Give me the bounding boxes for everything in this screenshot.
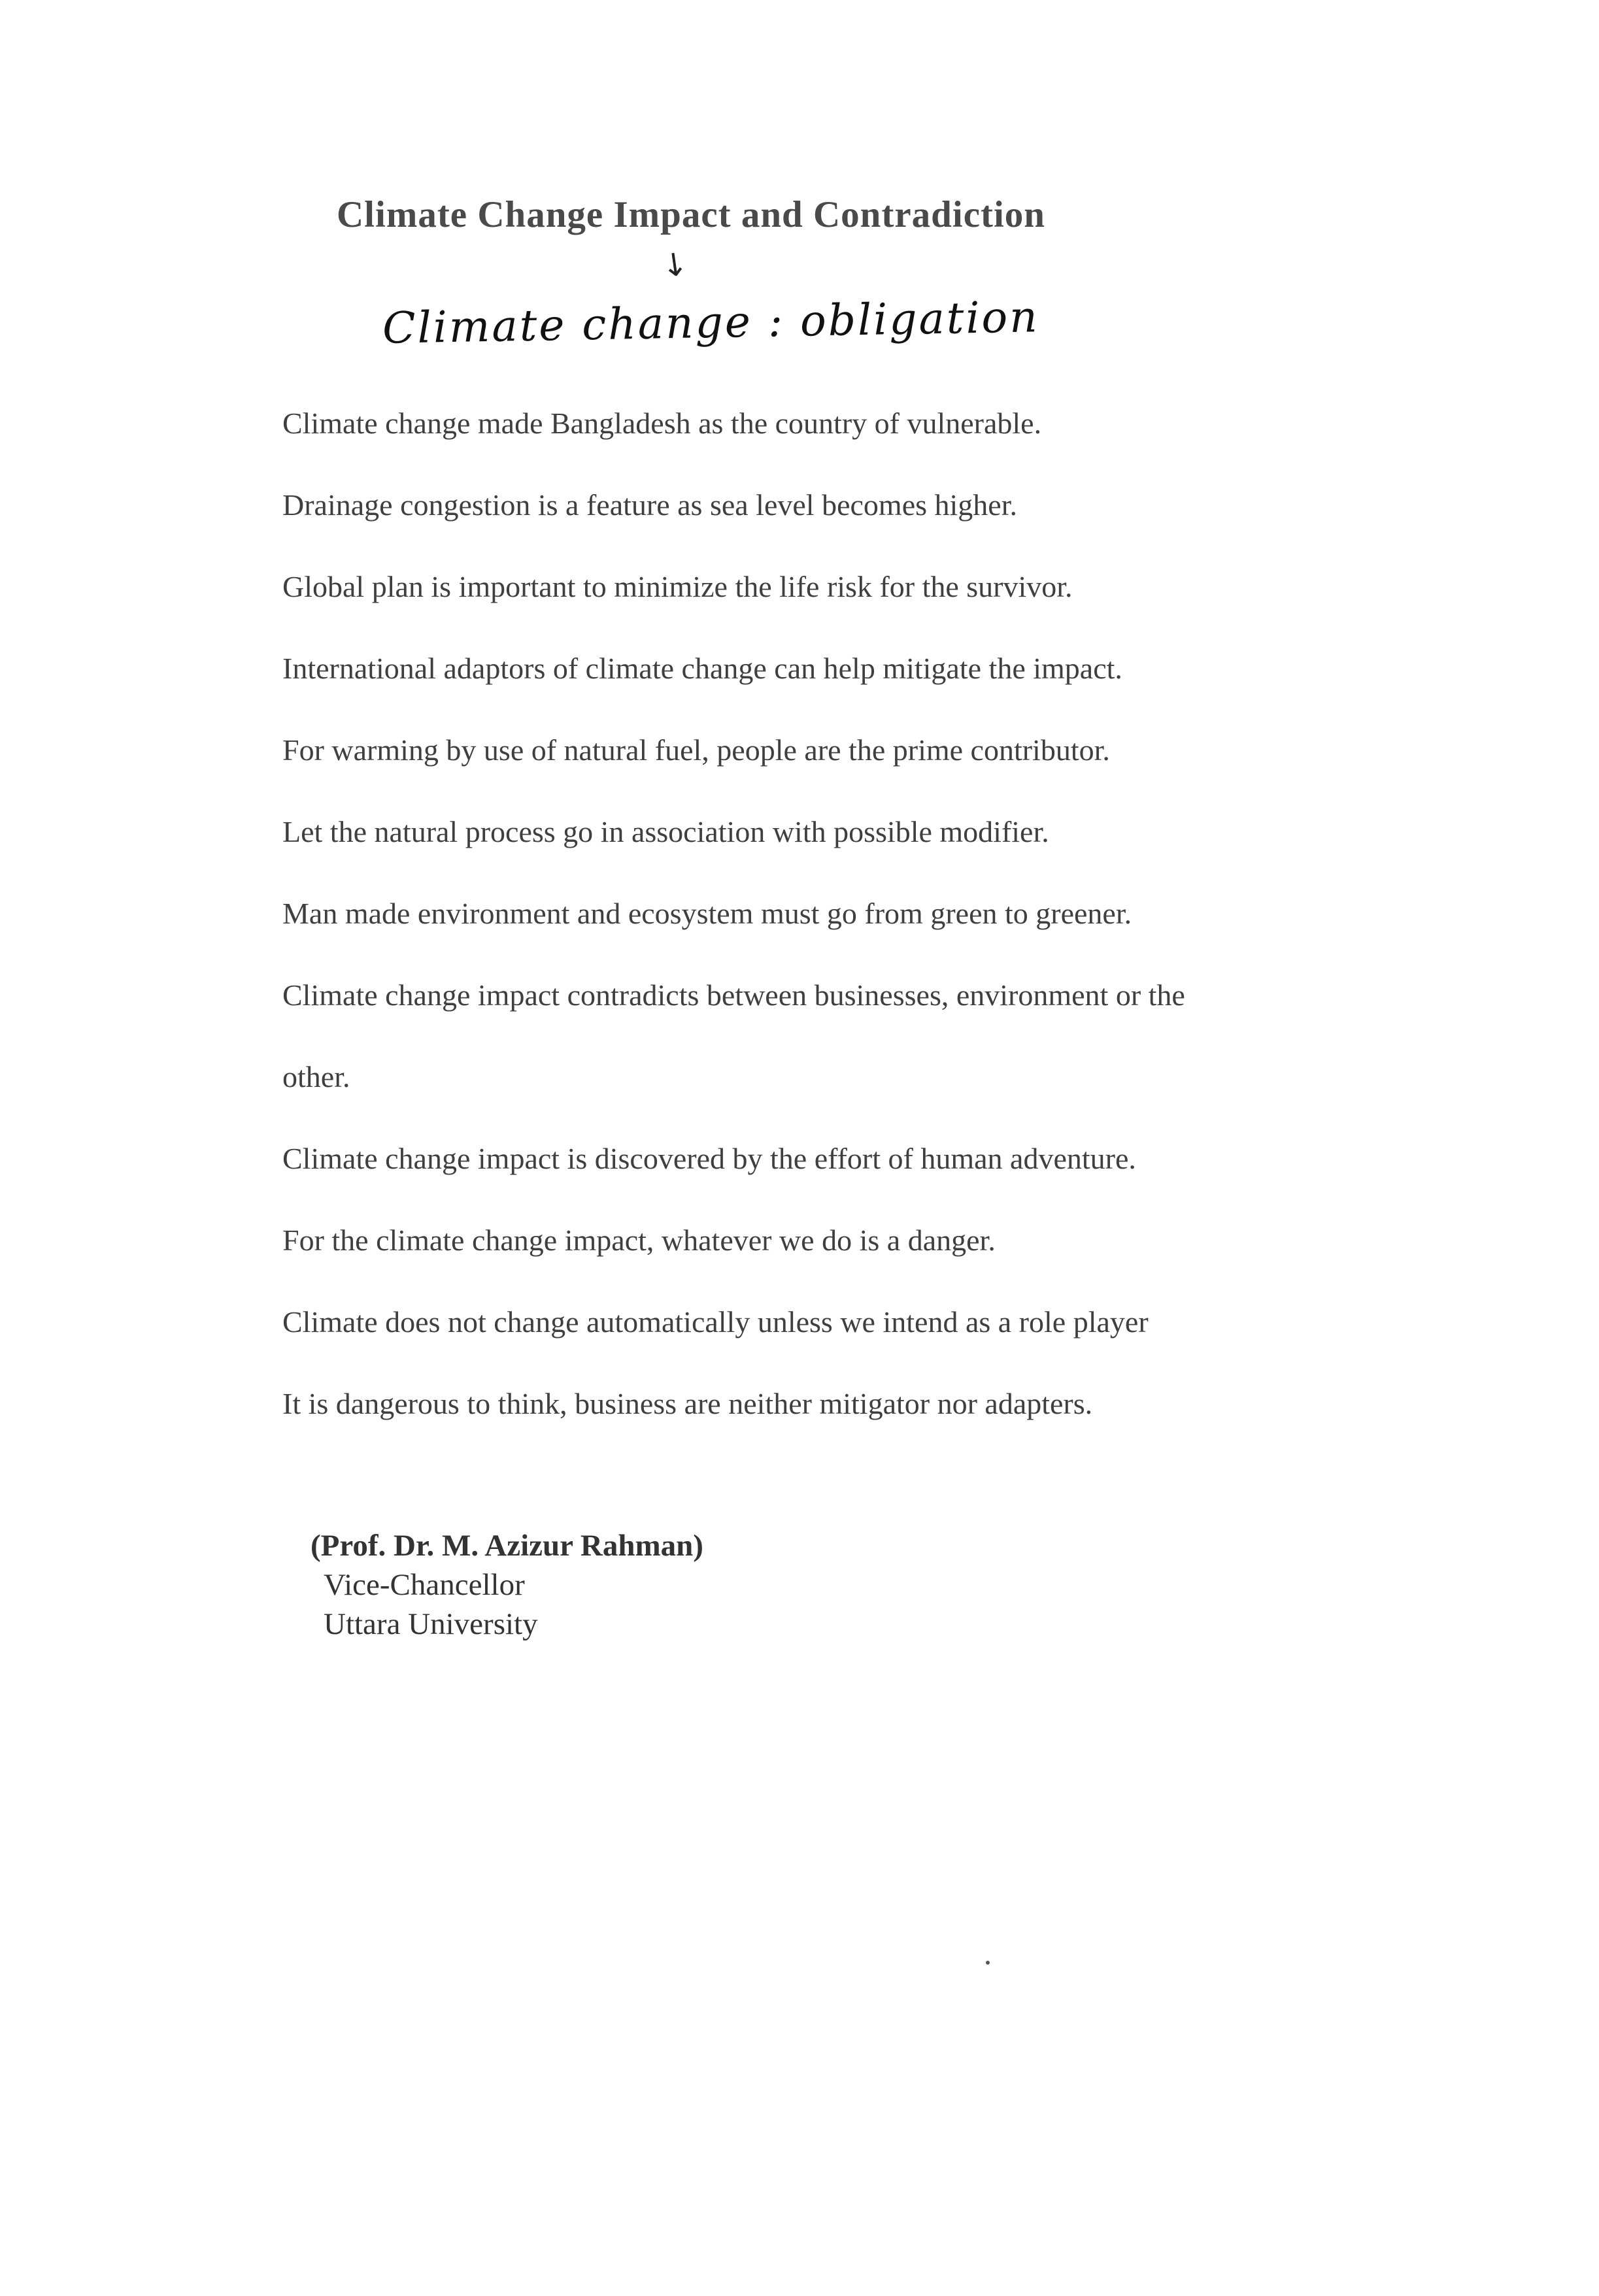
signature-block <box>311 1526 703 1644</box>
statement-line: Global plan is important to minimize the life risk for the survivor. <box>282 570 1073 603</box>
scan-speck <box>986 1961 990 1965</box>
document-title: Climate Change Impact and Contradiction <box>337 194 1046 235</box>
signatory-name: (Prof. Dr. M. Azizur Rahman) <box>311 1529 703 1563</box>
statement-line: other. <box>282 1060 350 1093</box>
signatory-role: Vice-Chancellor <box>324 1568 525 1602</box>
statement-list <box>282 404 1394 1466</box>
statement-line: It is dangerous to think, business are neither mitigator nor adapters. <box>282 1387 1093 1420</box>
statement-line: Man made environment and ecosystem must go from green to greener. <box>282 897 1132 930</box>
statement-line: Climate change impact is discovered by the effort of human adventure. <box>282 1142 1136 1175</box>
handwritten-arrow-icon: ↓ <box>659 245 690 286</box>
signatory-organization: Uttara University <box>324 1607 538 1641</box>
statement-line: For warming by use of natural fuel, people are the prime contributor. <box>282 733 1110 767</box>
statement-line: For the climate change impact, whatever we do is a danger. <box>282 1223 996 1257</box>
statement-line: Climate change impact contradicts between businesses, environment or the <box>282 978 1185 1012</box>
statement-line: Climate does not change automatically unless we intend as a role player <box>282 1305 1149 1339</box>
statement-line: Climate change made Bangladesh as the country of vulnerable. <box>282 407 1042 440</box>
statement-line: Drainage congestion is a feature as sea level becomes higher. <box>282 488 1017 522</box>
statement-line: Let the natural process go in association with possible modifier. <box>282 815 1049 848</box>
statement-line: International adaptors of climate change can help mitigate the impact. <box>282 652 1122 685</box>
handwritten-note: Climate change : obligation <box>382 291 1040 354</box>
